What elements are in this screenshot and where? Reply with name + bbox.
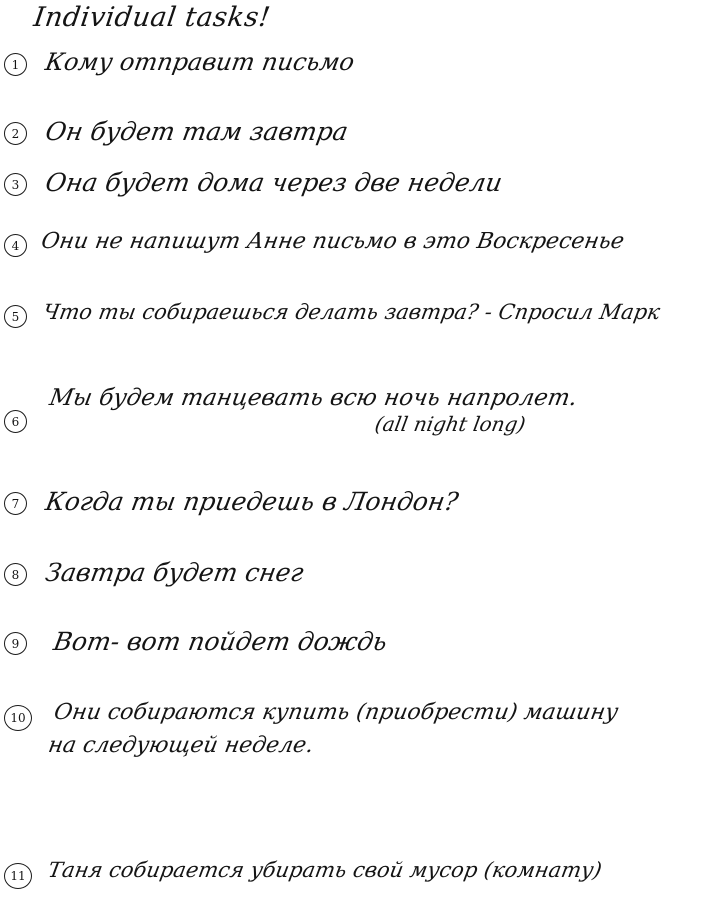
- item-number: 6: [4, 410, 27, 433]
- item-number: 3: [4, 173, 27, 196]
- task-item-9: [4, 627, 390, 658]
- item-number: 10: [4, 705, 32, 731]
- task-text: [43, 168, 505, 199]
- task-item-8: [4, 558, 306, 589]
- item-number: 4: [4, 234, 27, 257]
- item-number: 8: [4, 563, 27, 586]
- item-number: 9: [4, 632, 27, 655]
- task-line: Они не напишут Анне письмо в это Воскресенье: [39, 229, 627, 254]
- task-line: Кому отправит письмо: [43, 48, 357, 76]
- task-item-6: [4, 384, 580, 437]
- task-line: Когда ты приедешь в Лондон?: [43, 487, 461, 516]
- task-line: Завтра будет снег: [43, 558, 306, 587]
- task-text: [43, 117, 350, 148]
- task-text: [43, 558, 306, 589]
- page-title: Individual tasks!: [31, 2, 273, 33]
- task-line: Они собираются купить (приобрести) машину: [52, 700, 621, 725]
- task-item-4: [4, 229, 627, 257]
- item-number: 5: [4, 305, 27, 328]
- task-line: Она будет дома через две недели: [43, 168, 505, 197]
- task-text: [41, 300, 662, 326]
- task-item-7: [4, 487, 461, 518]
- task-text: [43, 487, 461, 518]
- task-line: Вот- вот пойдет дождь: [51, 627, 390, 656]
- task-text: [51, 627, 389, 658]
- task-line: Мы будем танцевать всю ночь напролет.: [47, 385, 580, 411]
- task-item-10: [4, 700, 621, 760]
- task-text: [39, 229, 626, 256]
- task-line: Он будет там завтра: [43, 117, 351, 146]
- item-number: 1: [4, 53, 27, 76]
- task-item-5: [4, 300, 662, 328]
- task-line: (all night long): [373, 412, 528, 437]
- task-line: Что ты собираешься делать завтра? - Спросил Марк: [41, 300, 662, 324]
- task-text: [43, 48, 357, 77]
- task-item-1: [4, 48, 357, 77]
- task-item-3: [4, 168, 505, 199]
- task-text: [46, 700, 620, 760]
- item-number: 7: [4, 492, 27, 515]
- task-text: [43, 384, 579, 436]
- item-number: 11: [4, 863, 32, 889]
- item-number: 2: [4, 122, 27, 145]
- task-line: на следующей неделе.: [46, 732, 316, 758]
- task-item-11: [4, 858, 604, 889]
- task-text: [46, 858, 604, 884]
- task-line: Таня собирается убирать свой мусор (комнату): [46, 858, 604, 882]
- task-item-2: [4, 117, 351, 148]
